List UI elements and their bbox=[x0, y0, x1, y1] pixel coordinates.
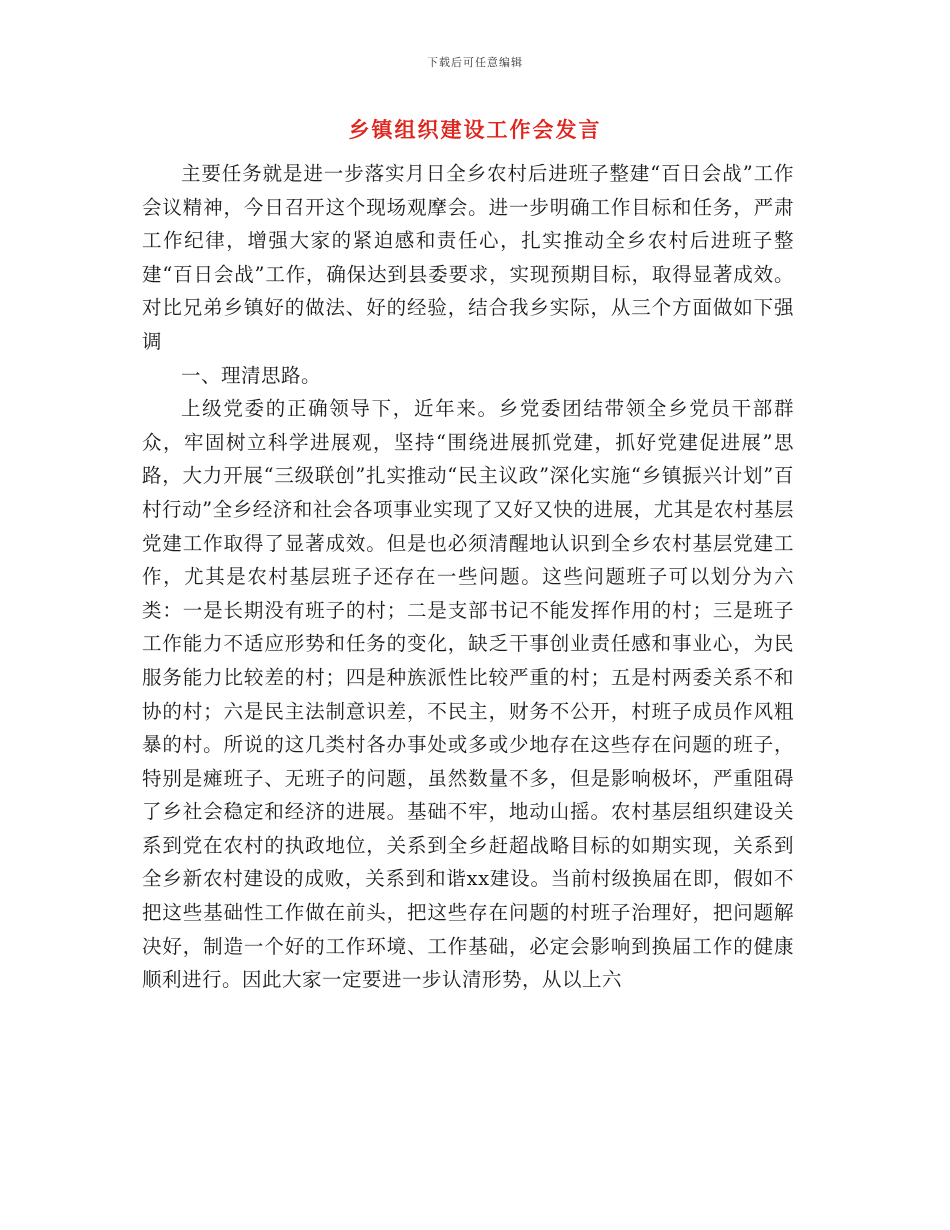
section-heading-1: 一、理清思路。 bbox=[181, 363, 322, 387]
document-title: 乡镇组织建设工作会发言 bbox=[348, 117, 602, 142]
document-body bbox=[142, 157, 794, 997]
paragraph-intro: 主要任务就是进一步落实月日全乡农村后进班子整建“百日会战”工作会议精神，今日召开这个现场观摩会。进一步明确工作目标和任务，严肃工作纪律，增强大家的紧迫感和责任心，扎实推动全乡农村后进班子整建“百日会战”工作，确保达到县委要求，实现预期目标，取得显著成效。对比兄弟乡镇好的做法、好的经验，结合我乡实际，从三个方面做如下强调 bbox=[142, 162, 794, 353]
header-note: 下载后可任意编辑 bbox=[427, 56, 523, 69]
paragraph-section-1: 上级党委的正确领导下，近年来。乡党委团结带领全乡党员干部群众，牢固树立科学进展观，坚持“围绕进展抓党建，抓好党建促进展”思路，大力开展“三级联创”扎实推动“民主议政”深化实施“乡镇振兴计划”百村行动”全乡经济和社会各项事业实现了又好又快的进展，尤其是农村基层党建工作取得了显著成效。但是也必须清醒地认识到全乡农村基层党建工作，尤其是农村基层班子还存在一些问题。这些问题班子可以划分为六类：一是长期没有班子的村；二是支部书记不能发挥作用的村；三是班子工作能力不适应形势和任务的变化，缺乏干事创业责任感和事业心，为民服务能力比较差的村；四是种族派性比较严重的村；五是村两委关系不和协的村；六是民主法制意识差，不民主，财务不公开，村班子成员作风粗暴的村。所说的这几类村各办事处或多或少地存在这些存在问题的班子，特别是瘫班子、无班子的问题，虽然数量不多，但是影响极坏，严重阻碍了乡社会稳定和经济的进展。基础不牢，地动山摇。农村基层组织建设关系到党在农村的执政地位，关系到全乡赶超战略目标的如期实现，关系到全乡新农村建设的成败，关系到和谐xx建设。当前村级换届在即，假如不把这些基础性工作做在前头，把这些存在问题的村班子治理好，把问题解决好，制造一个好的工作环境、工作基础，必定会影响到换届工作的健康顺利进行。因此大家一定要进一步认清形势，从以上六 bbox=[142, 397, 794, 992]
